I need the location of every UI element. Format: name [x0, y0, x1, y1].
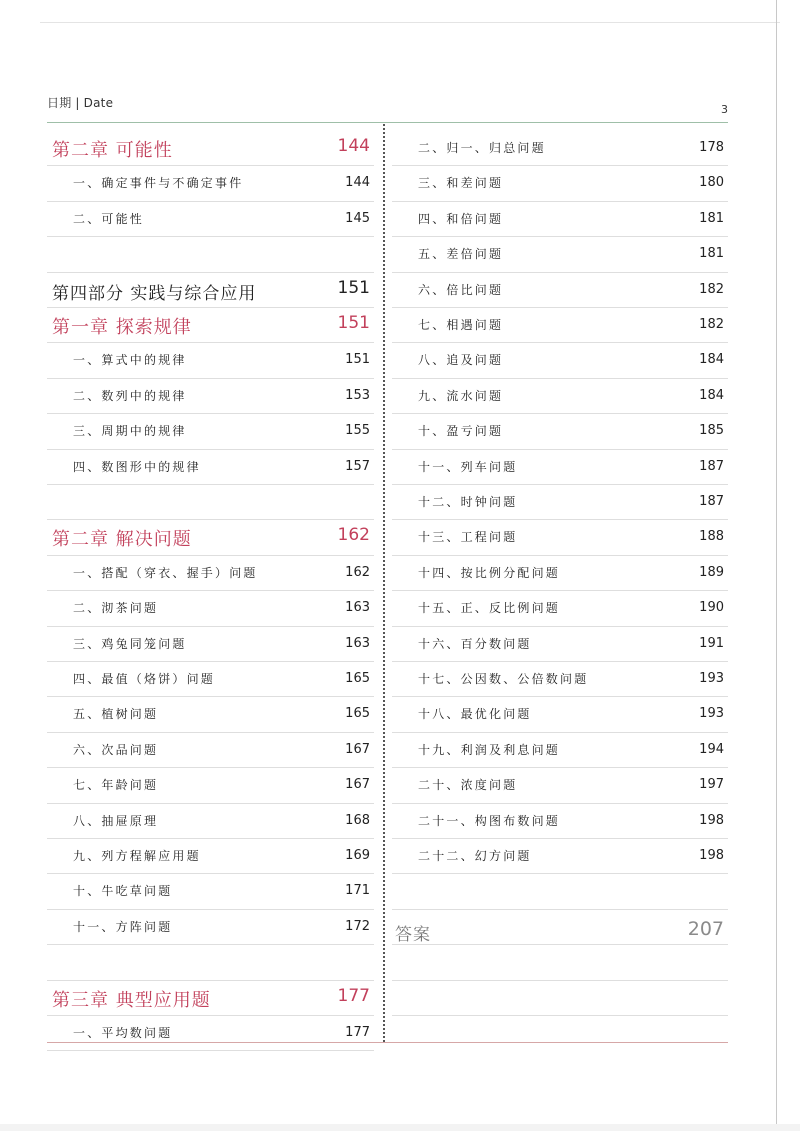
toc-entry-item[interactable] [47, 873, 374, 909]
toc-entry-title: 第四部分 实践与综合应用 [52, 283, 257, 304]
toc-entry-title: 十九、利润及利息问题 [418, 742, 561, 757]
toc-entry-page: 193 [699, 671, 724, 686]
toc-entry-page: 153 [345, 387, 370, 403]
toc-blank-row [47, 944, 374, 980]
toc-entry-page: 157 [345, 458, 370, 474]
toc-entry-page: 187 [699, 458, 724, 474]
toc-entry-title: 十、盈亏问题 [418, 424, 504, 439]
toc-entry-page: 171 [345, 883, 370, 899]
toc-entry-title: 十、牛吃草问题 [73, 884, 173, 899]
toc-entry-title: 五、植树问题 [73, 707, 159, 722]
toc-entry-title: 第二章 解决问题 [52, 529, 192, 551]
toc-blank-row [392, 944, 728, 980]
toc-entry-page: 185 [699, 423, 724, 439]
toc-entry-title: 七、年龄问题 [73, 778, 159, 793]
toc-entry-item[interactable] [47, 449, 374, 485]
toc-entry-item[interactable] [392, 555, 728, 591]
toc-entry-page: 187 [699, 494, 724, 509]
toc-entry-item[interactable] [47, 590, 374, 626]
toc-entry-title: 第三章 典型应用题 [52, 989, 211, 1011]
toc-top-rule [47, 122, 728, 123]
toc-entry-title: 九、流水问题 [418, 388, 504, 403]
toc-entry-title: 一、确定事件与不确定事件 [73, 176, 244, 191]
toc-entry-title: 六、倍比问题 [418, 282, 504, 297]
toc-entry-page: 151 [337, 313, 370, 333]
toc-entry-title: 二、数列中的规律 [73, 388, 187, 403]
toc-entry-item[interactable] [47, 555, 374, 591]
toc-entry-item[interactable] [392, 449, 728, 485]
toc-entry-title: 二十一、构图布数问题 [418, 813, 561, 828]
toc-entry-item[interactable] [47, 696, 374, 732]
toc-entry-item[interactable] [392, 661, 728, 697]
toc-entry-page: 181 [699, 246, 724, 262]
toc-entry-title: 十五、正、反比例问题 [418, 601, 561, 616]
toc-entry-page: 198 [699, 812, 724, 828]
toc-entry-item[interactable] [47, 378, 374, 414]
column-divider [383, 124, 385, 1042]
toc-entry-item[interactable] [47, 626, 374, 662]
toc-entry-title: 八、抽屉原理 [73, 813, 159, 828]
toc-entry-title: 十七、公因数、公倍数问题 [418, 672, 589, 686]
toc-entry-page: 169 [345, 848, 370, 863]
toc-entry-chapter[interactable] [47, 307, 374, 343]
toc-entry-page: 190 [699, 600, 724, 616]
toc-entry-item[interactable] [47, 909, 374, 945]
toc-entry-page: 177 [337, 985, 370, 1006]
toc-entry-item[interactable] [47, 201, 374, 237]
toc-entry-title: 十一、方阵问题 [73, 919, 173, 934]
toc-entry-chapter[interactable] [47, 519, 374, 555]
toc-entry-item[interactable] [392, 272, 728, 308]
toc-entry-page: 144 [345, 175, 370, 191]
toc-blank-row [47, 236, 374, 272]
toc-entry-item[interactable] [392, 767, 728, 803]
toc-entry-page: 144 [337, 136, 370, 156]
toc-entry-item[interactable] [47, 165, 374, 201]
toc-entry-title: 一、算式中的规律 [73, 353, 187, 368]
toc-entry-item[interactable] [47, 732, 374, 768]
date-label: 日期 | Date [47, 96, 114, 110]
toc-entry-item[interactable] [392, 342, 728, 378]
toc-entry-title: 四、和倍问题 [418, 211, 504, 226]
toc-entry-item[interactable] [392, 484, 728, 520]
toc-entry-page: 180 [699, 175, 724, 191]
toc-entry-title: 十三、工程问题 [418, 530, 518, 545]
toc-blank-row [392, 873, 728, 909]
scan-right-edge [776, 0, 777, 1131]
toc-entry-item[interactable] [392, 236, 728, 272]
toc-entry-page: 167 [345, 777, 370, 793]
toc-entry-chapter[interactable] [47, 980, 374, 1016]
toc-entry-title: 二、归一、归总问题 [418, 141, 546, 155]
toc-blank-row [392, 980, 728, 1016]
toc-entry-item[interactable] [392, 413, 728, 449]
toc-entry-page: 197 [699, 777, 724, 793]
toc-entry-item[interactable] [392, 732, 728, 768]
toc-entry-item[interactable] [392, 307, 728, 343]
scan-top-line [40, 22, 780, 23]
toc-entry-page: 181 [699, 210, 724, 226]
toc-entry-item[interactable] [392, 201, 728, 237]
toc-entry-page: 155 [345, 423, 370, 439]
toc-entry-title: 一、搭配（穿衣、握手）问题 [73, 565, 258, 580]
toc-entry-item[interactable] [392, 590, 728, 626]
toc-entry-page: 189 [699, 564, 724, 580]
toc-entry-page: 172 [345, 918, 370, 934]
toc-entry-item[interactable] [47, 803, 374, 839]
toc-entry-title: 九、列方程解应用题 [73, 849, 201, 863]
toc-entry-title: 二、沏茶问题 [73, 601, 159, 616]
toc-entry-item[interactable] [47, 342, 374, 378]
toc-entry-title: 一、平均数问题 [73, 1026, 173, 1040]
toc-entry-title: 五、差倍问题 [418, 247, 504, 262]
toc-entry-page: 167 [345, 741, 370, 757]
toc-entry-page: 193 [699, 706, 724, 722]
toc-entry-item[interactable] [392, 165, 728, 201]
toc-entry-page: 178 [699, 140, 724, 155]
toc-entry-title: 二、可能性 [73, 211, 145, 226]
toc-entry-page: 198 [699, 848, 724, 863]
toc-entry-chapter[interactable] [47, 130, 374, 166]
toc-entry-item[interactable] [47, 661, 374, 697]
page-number: 3 [721, 103, 728, 116]
toc-entry-title: 三、周期中的规律 [73, 424, 187, 439]
toc-entry-page: 162 [345, 564, 370, 580]
toc-entry-item[interactable] [392, 130, 728, 166]
toc-entry-page: 182 [699, 317, 724, 332]
toc-blank-row [47, 484, 374, 520]
toc-entry-page: 168 [345, 812, 370, 828]
toc-entry-page: 177 [345, 1025, 370, 1040]
toc-entry-page: 165 [345, 706, 370, 722]
toc-entry-answer[interactable] [392, 909, 728, 945]
toc-entry-item[interactable] [392, 519, 728, 555]
toc-entry-title: 答案 [395, 924, 431, 945]
toc-entry-title: 三、和差问题 [418, 176, 504, 191]
toc-entry-title: 二十、浓度问题 [418, 778, 518, 793]
toc-entry-page: 151 [345, 352, 370, 368]
toc-entry-title: 第二章 可能性 [52, 140, 173, 161]
toc-entry-page: 188 [699, 529, 724, 545]
toc-entry-part[interactable] [47, 272, 374, 308]
toc-entry-item[interactable] [392, 626, 728, 662]
scan-bottom-band [0, 1124, 800, 1131]
toc-entry-page: 191 [699, 635, 724, 651]
toc-entry-page: 162 [337, 525, 370, 546]
toc-entry-page: 165 [345, 671, 370, 686]
toc-entry-item[interactable] [47, 1015, 374, 1051]
toc-entry-title: 十二、时钟问题 [418, 495, 518, 509]
toc-entry-page: 207 [687, 917, 724, 940]
toc-entry-page: 184 [699, 387, 724, 403]
toc-entry-page: 163 [345, 635, 370, 651]
toc-entry-page: 151 [337, 277, 370, 298]
toc-entry-title: 六、次品问题 [73, 742, 159, 757]
toc-entry-title: 十一、列车问题 [418, 459, 518, 474]
toc-entry-title: 十六、百分数问题 [418, 636, 532, 651]
toc-entry-title: 二十二、幻方问题 [418, 849, 532, 863]
toc-entry-title: 八、追及问题 [418, 353, 504, 368]
toc-entry-item[interactable] [392, 696, 728, 732]
toc-entry-title: 十四、按比例分配问题 [418, 565, 561, 580]
toc-entry-item[interactable] [392, 838, 728, 874]
toc-entry-page: 194 [699, 741, 724, 757]
toc-entry-title: 四、最值（烙饼）问题 [73, 672, 216, 686]
toc-entry-title: 第一章 探索规律 [52, 317, 192, 338]
toc-entry-item[interactable] [47, 838, 374, 874]
toc-entry-page: 182 [699, 281, 724, 297]
toc-entry-page: 145 [345, 210, 370, 226]
toc-entry-page: 184 [699, 352, 724, 368]
toc-entry-item[interactable] [47, 413, 374, 449]
toc-entry-title: 十八、最优化问题 [418, 707, 532, 722]
toc-entry-title: 四、数图形中的规律 [73, 459, 201, 474]
toc-entry-item[interactable] [392, 378, 728, 414]
toc-entry-title: 三、鸡兔同笼问题 [73, 636, 187, 651]
toc-entry-page: 163 [345, 600, 370, 616]
toc-entry-item[interactable] [47, 767, 374, 803]
toc-entry-title: 七、相遇问题 [418, 318, 504, 332]
toc-entry-item[interactable] [392, 803, 728, 839]
